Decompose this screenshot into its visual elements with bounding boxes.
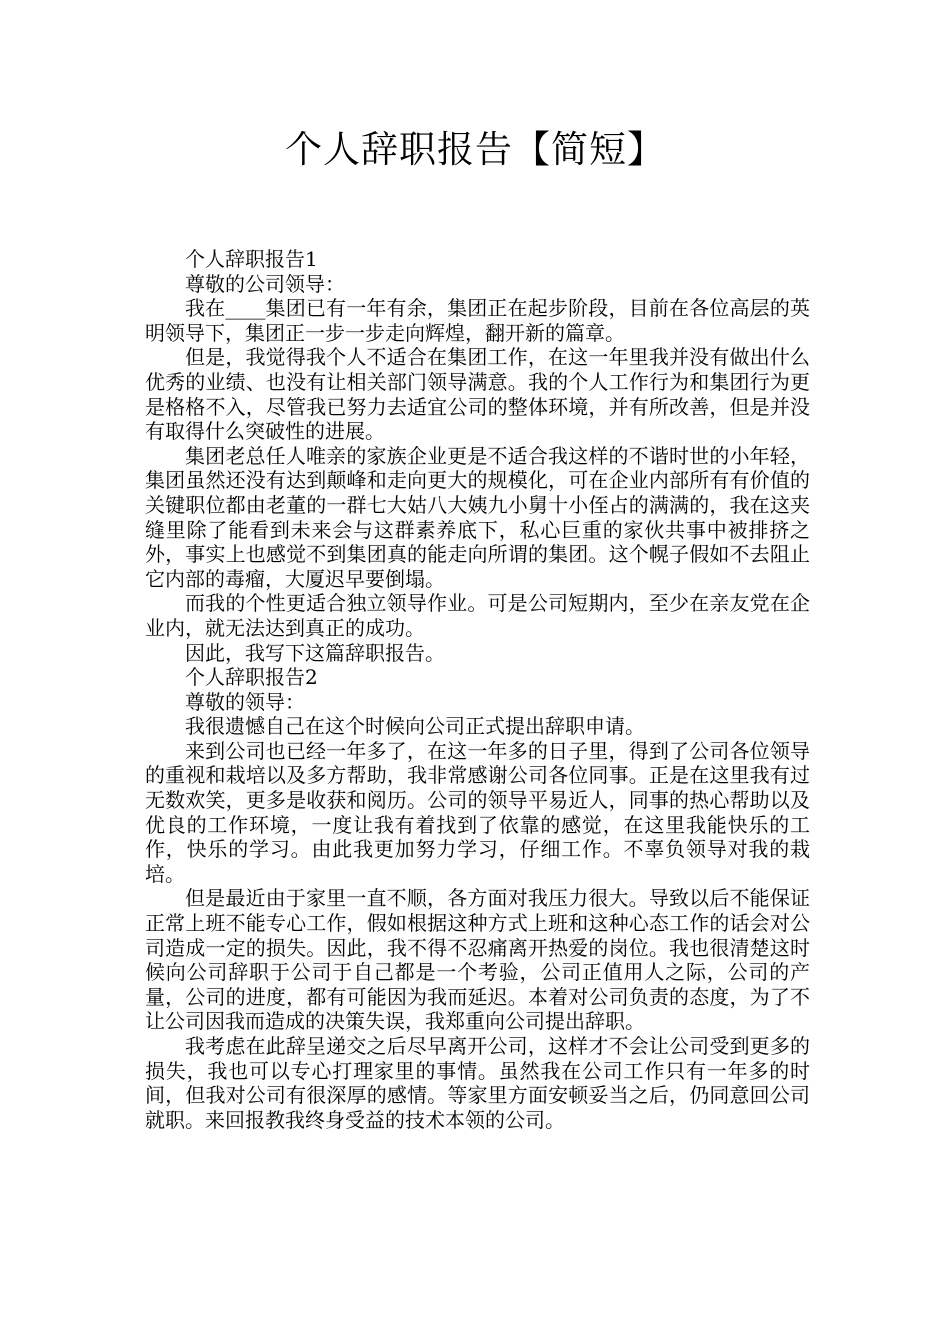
paragraph: 我很遗憾自己在这个时候向公司正式提出辞职申请。 bbox=[185, 714, 645, 739]
document-body bbox=[145, 247, 810, 1132]
page-title: 个人辞职报告【简短】 bbox=[285, 128, 665, 171]
paragraph: 但是最近由于家里一直不顺，各方面对我压力很大。导致以后不能保证正常上班不能专心工作，假如根据这种方式上班和这种心态工作的话会对公司造成一定的损失。因此，我不得不忍痛离开热爱的岗位。我也很清楚这时候向公司辞职于公司于自己都是一个考验，公司正值用人之际，公司的产量，公司的进度，都有可能因为我而延迟。本着对公司负责的态度，为了不让公司因我而造成的决策失误，我郑重向公司提出辞职。 bbox=[145, 886, 810, 1034]
paragraph: 而我的个性更适合独立领导作业。可是公司短期内，至少在亲友党在企业内，就无法达到真正的成功。 bbox=[145, 591, 810, 640]
paragraph: 来到公司也已经一年多了，在这一年多的日子里，得到了公司各位领导的重视和栽培以及多方帮助，我非常感谢公司各位同事。正是在这里我有过无数欢笑，更多是收获和阅历。公司的领导平易近人，同事的热心帮助以及优良的工作环境，一度让我有着找到了依靠的感觉，在这里我能快乐的工作，快乐的学习。由此我更加努力学习，仔细工作。不辜负领导对我的栽培。 bbox=[145, 738, 810, 886]
salutation-2: 尊敬的领导： bbox=[185, 689, 305, 714]
section-heading-1: 个人辞职报告1 bbox=[185, 247, 318, 271]
paragraph: 我在____集团已有一年有余，集团正在起步阶段，目前在各位高层的英明领导下，集团正一步一步走向辉煌，翻开新的篇章。 bbox=[145, 296, 810, 345]
paragraph: 因此，我写下这篇辞职报告。 bbox=[185, 640, 445, 665]
section-heading-2: 个人辞职报告2 bbox=[185, 665, 318, 690]
paragraph: 我考虑在此辞呈递交之后尽早离开公司，这样才不会让公司受到更多的损失，我也可以专心打理家里的事情。虽然我在公司工作只有一年多的时间，但我对公司有很深厚的感情。等家里方面安顿妥当之后，仍同意回公司就职。来回报教我终身受益的技术本领的公司。 bbox=[145, 1034, 810, 1132]
salutation-1: 尊敬的公司领导： bbox=[185, 271, 345, 296]
paragraph: 但是，我觉得我个人不适合在集团工作，在这一年里我并没有做出什么优秀的业绩、也没有让相关部门领导满意。我的个人工作行为和集团行为更是格格不入，尽管我已努力去适宜公司的整体环境，并有所改善，但是并没有取得什么突破性的进展。 bbox=[145, 345, 810, 444]
paragraph: 集团老总任人唯亲的家族企业更是不适合我这样的不谐时世的小年轻，集团虽然还没有达到颠峰和走向更大的规模化，可在企业内部所有有价值的关键职位都由老董的一群七大姑八大姨九小舅十小侄占的满满的，我在这夹缝里除了能看到未来会与这群素养底下，私心巨重的家伙共事中被排挤之外，事实上也感觉不到集团真的能走向所谓的集团。这个幌子假如不去阻止它内部的毒瘤，大厦迟早要倒塌。 bbox=[145, 443, 810, 591]
